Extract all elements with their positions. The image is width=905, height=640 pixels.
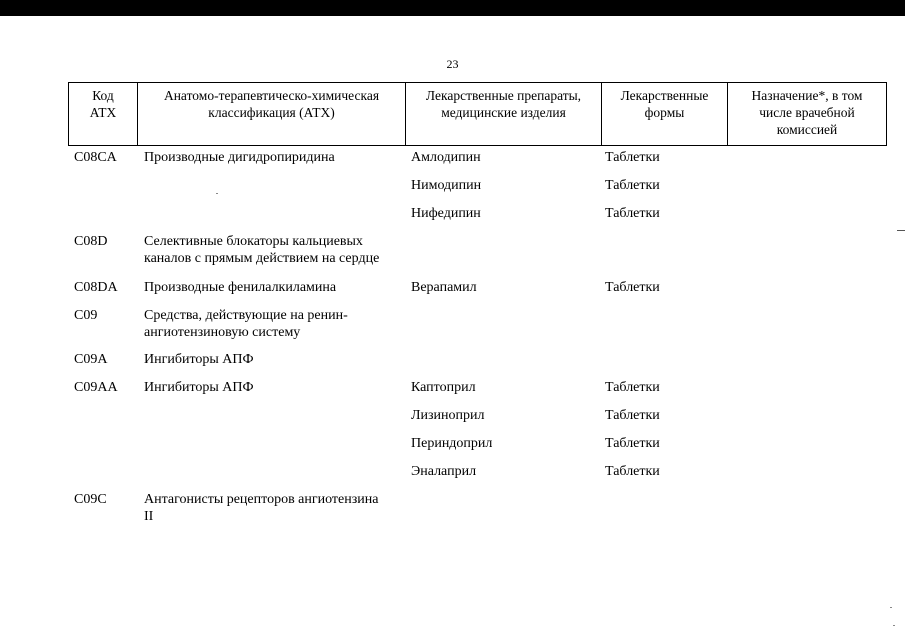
atc-classification: Производные фенилалкиламина: [144, 280, 337, 295]
atc-classification: Селективные блокаторы кальциевых каналов с прямым действием на сердце: [144, 234, 380, 266]
header-atc-classification: Анатомо-терапевтическо-химическая классификация (АТХ): [138, 83, 406, 145]
scan-border: [0, 0, 905, 16]
header-dosage-forms: Лекарственные формы: [602, 83, 728, 145]
atc-code: C09A: [74, 352, 108, 367]
drug-name: Лизиноприл: [411, 408, 485, 423]
drug-name: Эналаприл: [411, 464, 477, 479]
drug-name: Нимодипин: [411, 178, 482, 193]
dosage-form: Таблетки: [605, 150, 660, 165]
scan-speck: [890, 607, 892, 608]
atc-classification: Средства, действующие на ренин- ангиотензиновую систему: [144, 308, 348, 340]
table-header: [68, 82, 887, 146]
scan-speck: [893, 625, 895, 626]
header-atc-code: Код АТХ: [69, 83, 138, 145]
header-purpose: Назначение*, в том числе врачебной комиссией: [751, 88, 863, 137]
drug-name: Периндоприл: [411, 436, 493, 451]
dosage-form: Таблетки: [605, 380, 660, 395]
scan-mark: [897, 230, 905, 231]
atc-code: C09: [74, 308, 98, 323]
header-drugs: Лекарственные препараты, медицинские изделия: [406, 83, 602, 145]
atc-classification: Ингибиторы АПФ: [144, 380, 254, 395]
dosage-form: Таблетки: [605, 280, 660, 295]
atc-classification: Производные дигидропиридина: [144, 150, 335, 165]
drug-name: Нифедипин: [411, 206, 481, 221]
dosage-form: Таблетки: [605, 436, 660, 451]
dosage-form: Таблетки: [605, 178, 660, 193]
atc-code: C08DA: [74, 280, 118, 295]
atc-classification: Ингибиторы АПФ: [144, 352, 254, 367]
dosage-form: Таблетки: [605, 206, 660, 221]
atc-code: C09C: [74, 492, 107, 507]
page-number: 23: [446, 57, 459, 71]
atc-code: C08D: [74, 234, 108, 249]
atc-code: C08CA: [74, 150, 117, 165]
dosage-form: Таблетки: [605, 464, 660, 479]
drug-name: Верапамил: [411, 280, 477, 295]
atc-classification: Антагонисты рецепторов ангиотензина II: [144, 492, 379, 524]
dosage-form: Таблетки: [605, 408, 660, 423]
drug-name: Амлодипин: [411, 150, 481, 165]
atc-code: C09AA: [74, 380, 118, 395]
drug-name: Каптоприл: [411, 380, 476, 395]
scan-speck: [216, 193, 218, 194]
